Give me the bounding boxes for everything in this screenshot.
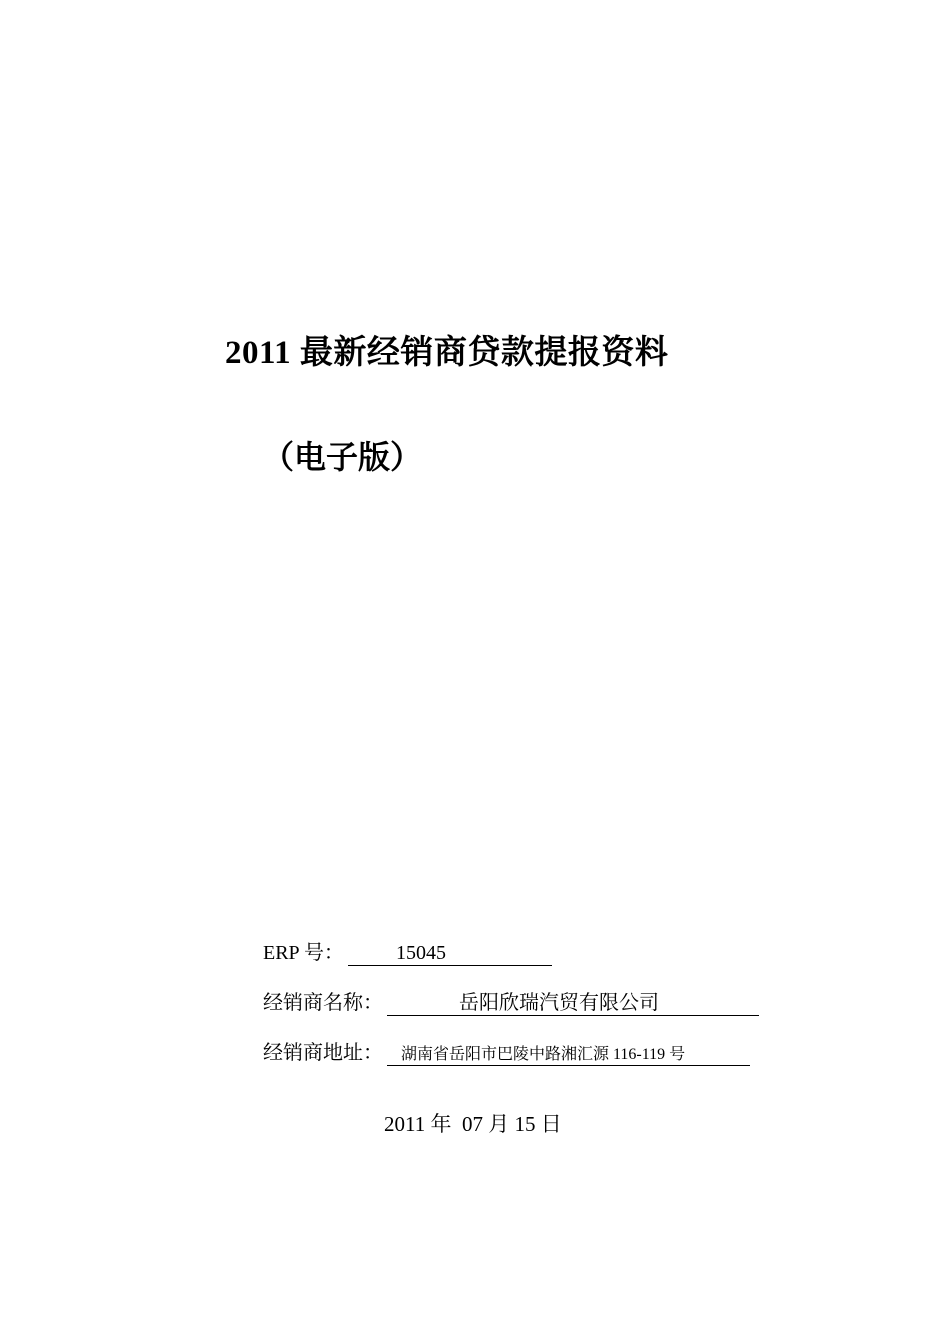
document-title: 2011 最新经销商贷款提报资料: [225, 335, 669, 371]
dealer-name-value: 岳阳欣瑞汽贸有限公司: [387, 992, 759, 1016]
erp-label: ERP 号：: [263, 942, 344, 964]
dealer-address-field: [263, 1036, 750, 1066]
erp-field: [263, 936, 552, 966]
dealer-name-field: [263, 986, 759, 1016]
erp-value: 15045: [348, 942, 552, 966]
dealer-name-label: 经销商名称：: [263, 992, 383, 1014]
document-subtitle: （电子版）: [262, 439, 423, 475]
dealer-address-label: 经销商地址：: [263, 1042, 383, 1064]
dealer-address-value: 湖南省岳阳市巴陵中路湘汇源 116-119 号: [387, 1046, 750, 1066]
document-date: 2011 年 07 月 15 日: [384, 1112, 562, 1136]
